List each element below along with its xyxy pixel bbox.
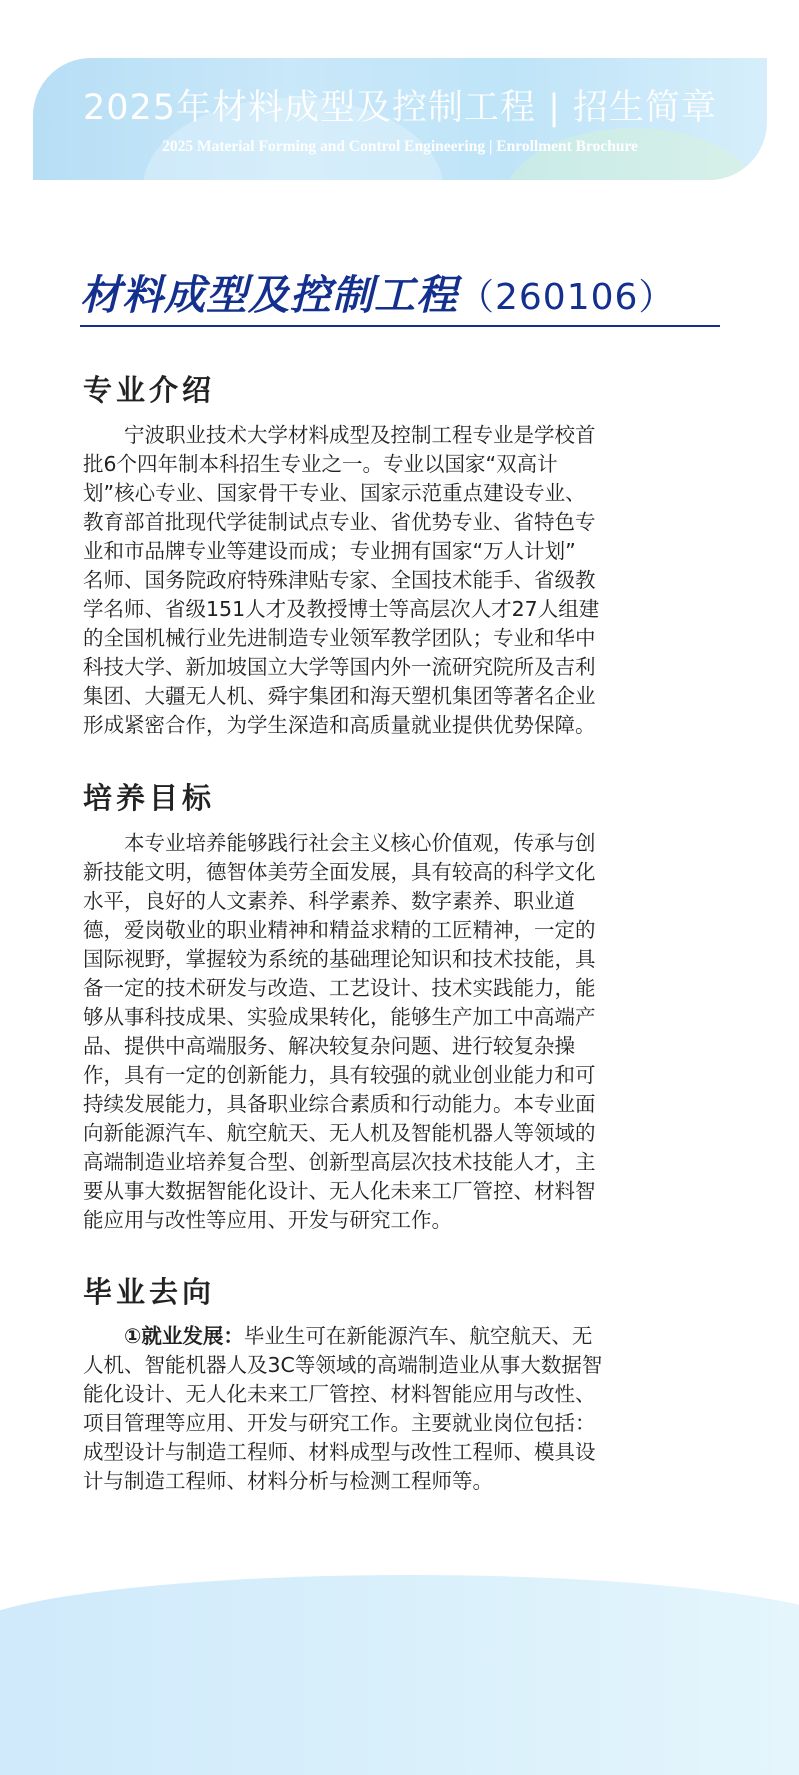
section-heading-intro: 专业介绍 [83,373,216,407]
header-banner [33,58,767,180]
section-heading-career: 毕业去向 [83,1275,216,1309]
major-code: （260106） [458,277,676,318]
major-name: 材料成型及控制工程 [80,271,458,319]
text-line: 名师、国务院政府特殊津贴专家、全国技术能手、省级教 [83,568,596,592]
text-line: 能化设计、无人化未来工厂管控、材料智能应用与改性、 [83,1382,596,1406]
text-line: 集团、大疆无人机、舜宇集团和海天塑机集团等著名企业 [83,684,596,708]
goals-paragraph [83,829,715,1235]
title-divider [80,325,720,327]
text-line: 教育部首批现代学徒制试点专业、省优势专业、省特色专 [83,510,596,534]
text-line: 学名师、省级151人才及教授博士等高层次人才27人组建 [83,597,600,621]
text-line: 作，具有一定的创新能力，具有较强的就业创业能力和可 [83,1063,596,1087]
career-paragraph [83,1322,715,1496]
banner-title: 2025年材料成型及控制工程 | 招生简章 [82,88,718,128]
text-line: 业和市品牌专业等建设而成；专业拥有国家“万人计划” [83,539,576,563]
text-line: 够从事科技成果、实验成果转化，能够生产加工中高端产 [83,1005,596,1029]
text-line: 品、提供中高端服务、解决较复杂问题、进行较复杂操 [83,1034,575,1058]
text-line: 成型设计与制造工程师、材料成型与改性工程师、模具设 [83,1440,596,1464]
employment-lead: ①就业发展： [83,1324,244,1348]
text-line: 本专业培养能够践行社会主义核心价值观，传承与创 [83,831,596,855]
text-line-rest: 毕业生可在新能源汽车、航空航天、无 [243,1324,593,1348]
major-title [80,262,675,321]
text-line: 人机、智能机器人及3C等领域的高端制造业从事大数据智 [83,1353,603,1377]
text-line: 德，爱岗敬业的职业精神和精益求精的工匠精神，一定的 [83,918,596,942]
text-line: 划”核心专业、国家骨干专业、国家示范重点建设专业、 [83,481,586,505]
text-line: 备一定的技术研发与改造、工艺设计、技术实践能力，能 [83,976,596,1000]
text-line: 形成紧密合作，为学生深造和高质量就业提供优势保障。 [83,713,596,737]
text-line: 高端制造业培养复合型、创新型高层次技术技能人才，主 [83,1150,596,1174]
text-line: 要从事大数据智能化设计、无人化未来工厂管控、材料智 [83,1179,596,1203]
text-line: 计与制造工程师、材料分析与检测工程师等。 [83,1469,493,1493]
text-line: 向新能源汽车、航空航天、无人机及智能机器人等领域的 [83,1121,596,1145]
text-line: 持续发展能力，具备职业综合素质和行动能力。本专业面 [83,1092,596,1116]
text-line: 宁波职业技术大学材料成型及控制工程专业是学校首 [83,423,596,447]
text-line: 国际视野，掌握较为系统的基础理论知识和技术技能，具 [83,947,596,971]
text-line: 水平，良好的人文素养、科学素养、数字素养、职业道 [83,889,575,913]
text-line: 项目管理等应用、开发与研究工作。主要就业岗位包括： [83,1411,596,1435]
section-heading-goals: 培养目标 [83,781,216,815]
text-line: 批6个四年制本科招生专业之一。专业以国家“双高计 [83,452,558,476]
text-line: 新技能文明，德智体美劳全面发展，具有较高的科学文化 [83,860,596,884]
banner-subtitle: 2025 Material Forming and Control Engineering | Enrollment Brochure [162,138,638,155]
intro-paragraph [83,421,715,740]
text-line: 的全国机械行业先进制造专业领军教学团队；专业和华中 [83,626,596,650]
footer-wave-decoration [0,1575,799,1775]
text-line: 能应用与改性等应用、开发与研究工作。 [83,1208,452,1232]
text-line [83,1322,715,1351]
text-line: 科技大学、新加坡国立大学等国内外一流研究院所及吉利 [83,655,596,679]
